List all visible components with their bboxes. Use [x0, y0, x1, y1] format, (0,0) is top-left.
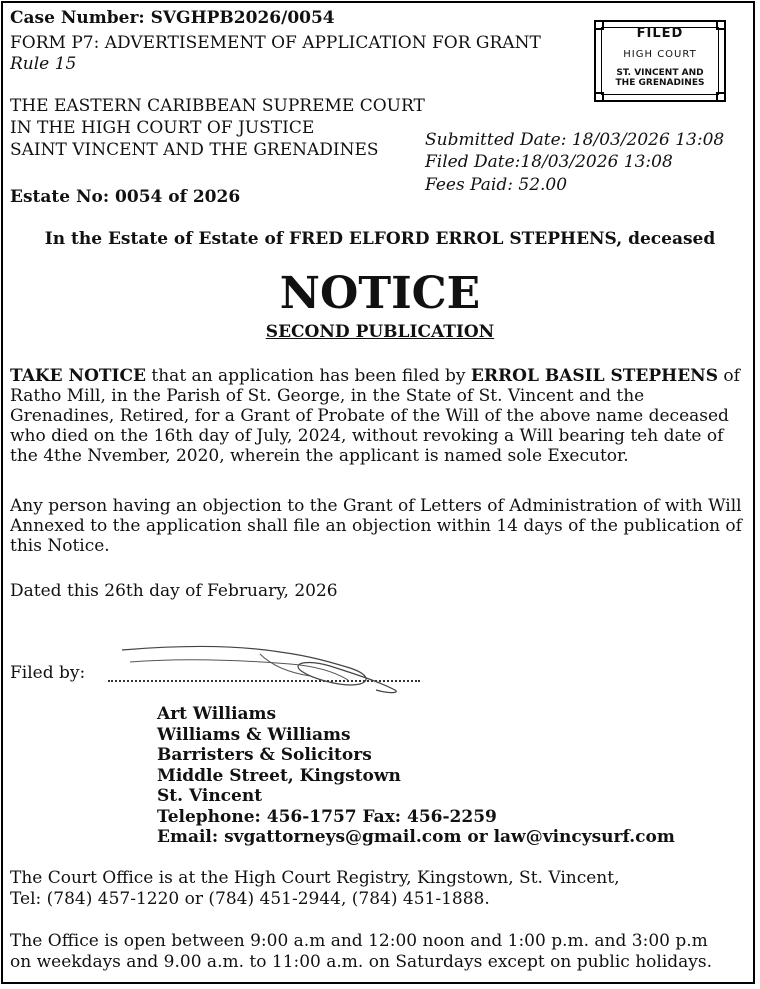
stamp-line-2: THE GRENADINES — [615, 78, 705, 88]
filed-by-label: Filed by: — [10, 663, 86, 683]
p1-text-b: of Ratho Mill, in the Parish of St. George, in the State of St. Vincent and the Grenadines, Retired, for a Grant of Probate of the Will of the above name deceased who died on the 16th day of July, 2024, without revoking a Will bearing teh date of the 4the Nvember, 2020, wherein the applicant is named sole Executor. — [10, 366, 740, 466]
attorney-name: Art Williams — [157, 704, 277, 724]
notice-title: NOTICE — [279, 268, 481, 319]
rule-line: Rule 15 — [10, 54, 77, 74]
stamp-subtitle: HIGH COURT — [623, 49, 697, 60]
applicant-name: ERROL BASIL STEPHENS — [470, 366, 718, 386]
email-line: Email: svgattorneys@gmail.com or law@vincysurf.com — [157, 827, 675, 847]
signature-icon — [110, 638, 440, 698]
estate-number: Estate No: 0054 of 2026 — [10, 187, 241, 207]
case-number: Case Number: SVGHPB2026/0054 — [10, 8, 335, 28]
stamp-title: FILED — [636, 26, 684, 41]
take-notice-paragraph — [10, 366, 752, 466]
objection-paragraph: Any person having an objection to the Grant of Letters of Administration of with Will Annexed to the application shall file an objection within 14 days of the publication of this Notice. — [10, 496, 742, 556]
form-line: FORM P7: ADVERTISEMENT OF APPLICATION FOR GRANT — [10, 33, 541, 53]
publication-label: SECOND PUBLICATION — [265, 322, 495, 342]
stamp-location — [596, 68, 724, 88]
court-phone-line: Tel: (784) 457-1220 or (784) 451-2944, (784) 451-1888. — [10, 889, 490, 909]
dated-line: Dated this 26th day of February, 2026 — [10, 581, 338, 601]
court-line-2: IN THE HIGH COURT OF JUSTICE — [10, 118, 315, 138]
firm-type: Barristers & Solicitors — [157, 745, 372, 765]
estate-heading: In the Estate of Estate of FRED ELFORD ERROL STEPHENS, deceased — [44, 229, 716, 249]
fees-paid: Fees Paid: 52.00 — [425, 175, 568, 195]
court-office-line: The Court Office is at the High Court Registry, Kingstown, St. Vincent, — [10, 868, 620, 888]
p1-text-a: that an application has been filed by — [146, 366, 471, 386]
street-address: Middle Street, Kingstown — [157, 765, 401, 786]
court-line-1: THE EASTERN CARIBBEAN SUPREME COURT — [10, 96, 425, 116]
address-block — [157, 704, 675, 848]
city: St. Vincent — [157, 786, 263, 806]
office-hours-line-1: The Office is open between 9:00 a.m and 12:00 noon and 1:00 p.m. and 3:00 p.m — [10, 931, 708, 951]
filed-date: Filed Date:18/03/2026 13:08 — [425, 152, 673, 172]
phone-fax: Telephone: 456-1757 Fax: 456-2259 — [157, 806, 497, 827]
stamp-line-1: ST. VINCENT AND — [616, 68, 704, 78]
office-hours-line-2: on weekdays and 9.00 a.m. to 11:00 a.m. on Saturdays except on public holidays. — [10, 952, 713, 972]
submitted-date: Submitted Date: 18/03/2026 13:08 — [425, 130, 725, 150]
take-notice-lead: TAKE NOTICE — [10, 366, 146, 386]
firm-name: Williams & Williams — [157, 724, 351, 745]
court-line-3: SAINT VINCENT AND THE GRENADINES — [10, 140, 379, 160]
filed-stamp — [594, 20, 726, 102]
